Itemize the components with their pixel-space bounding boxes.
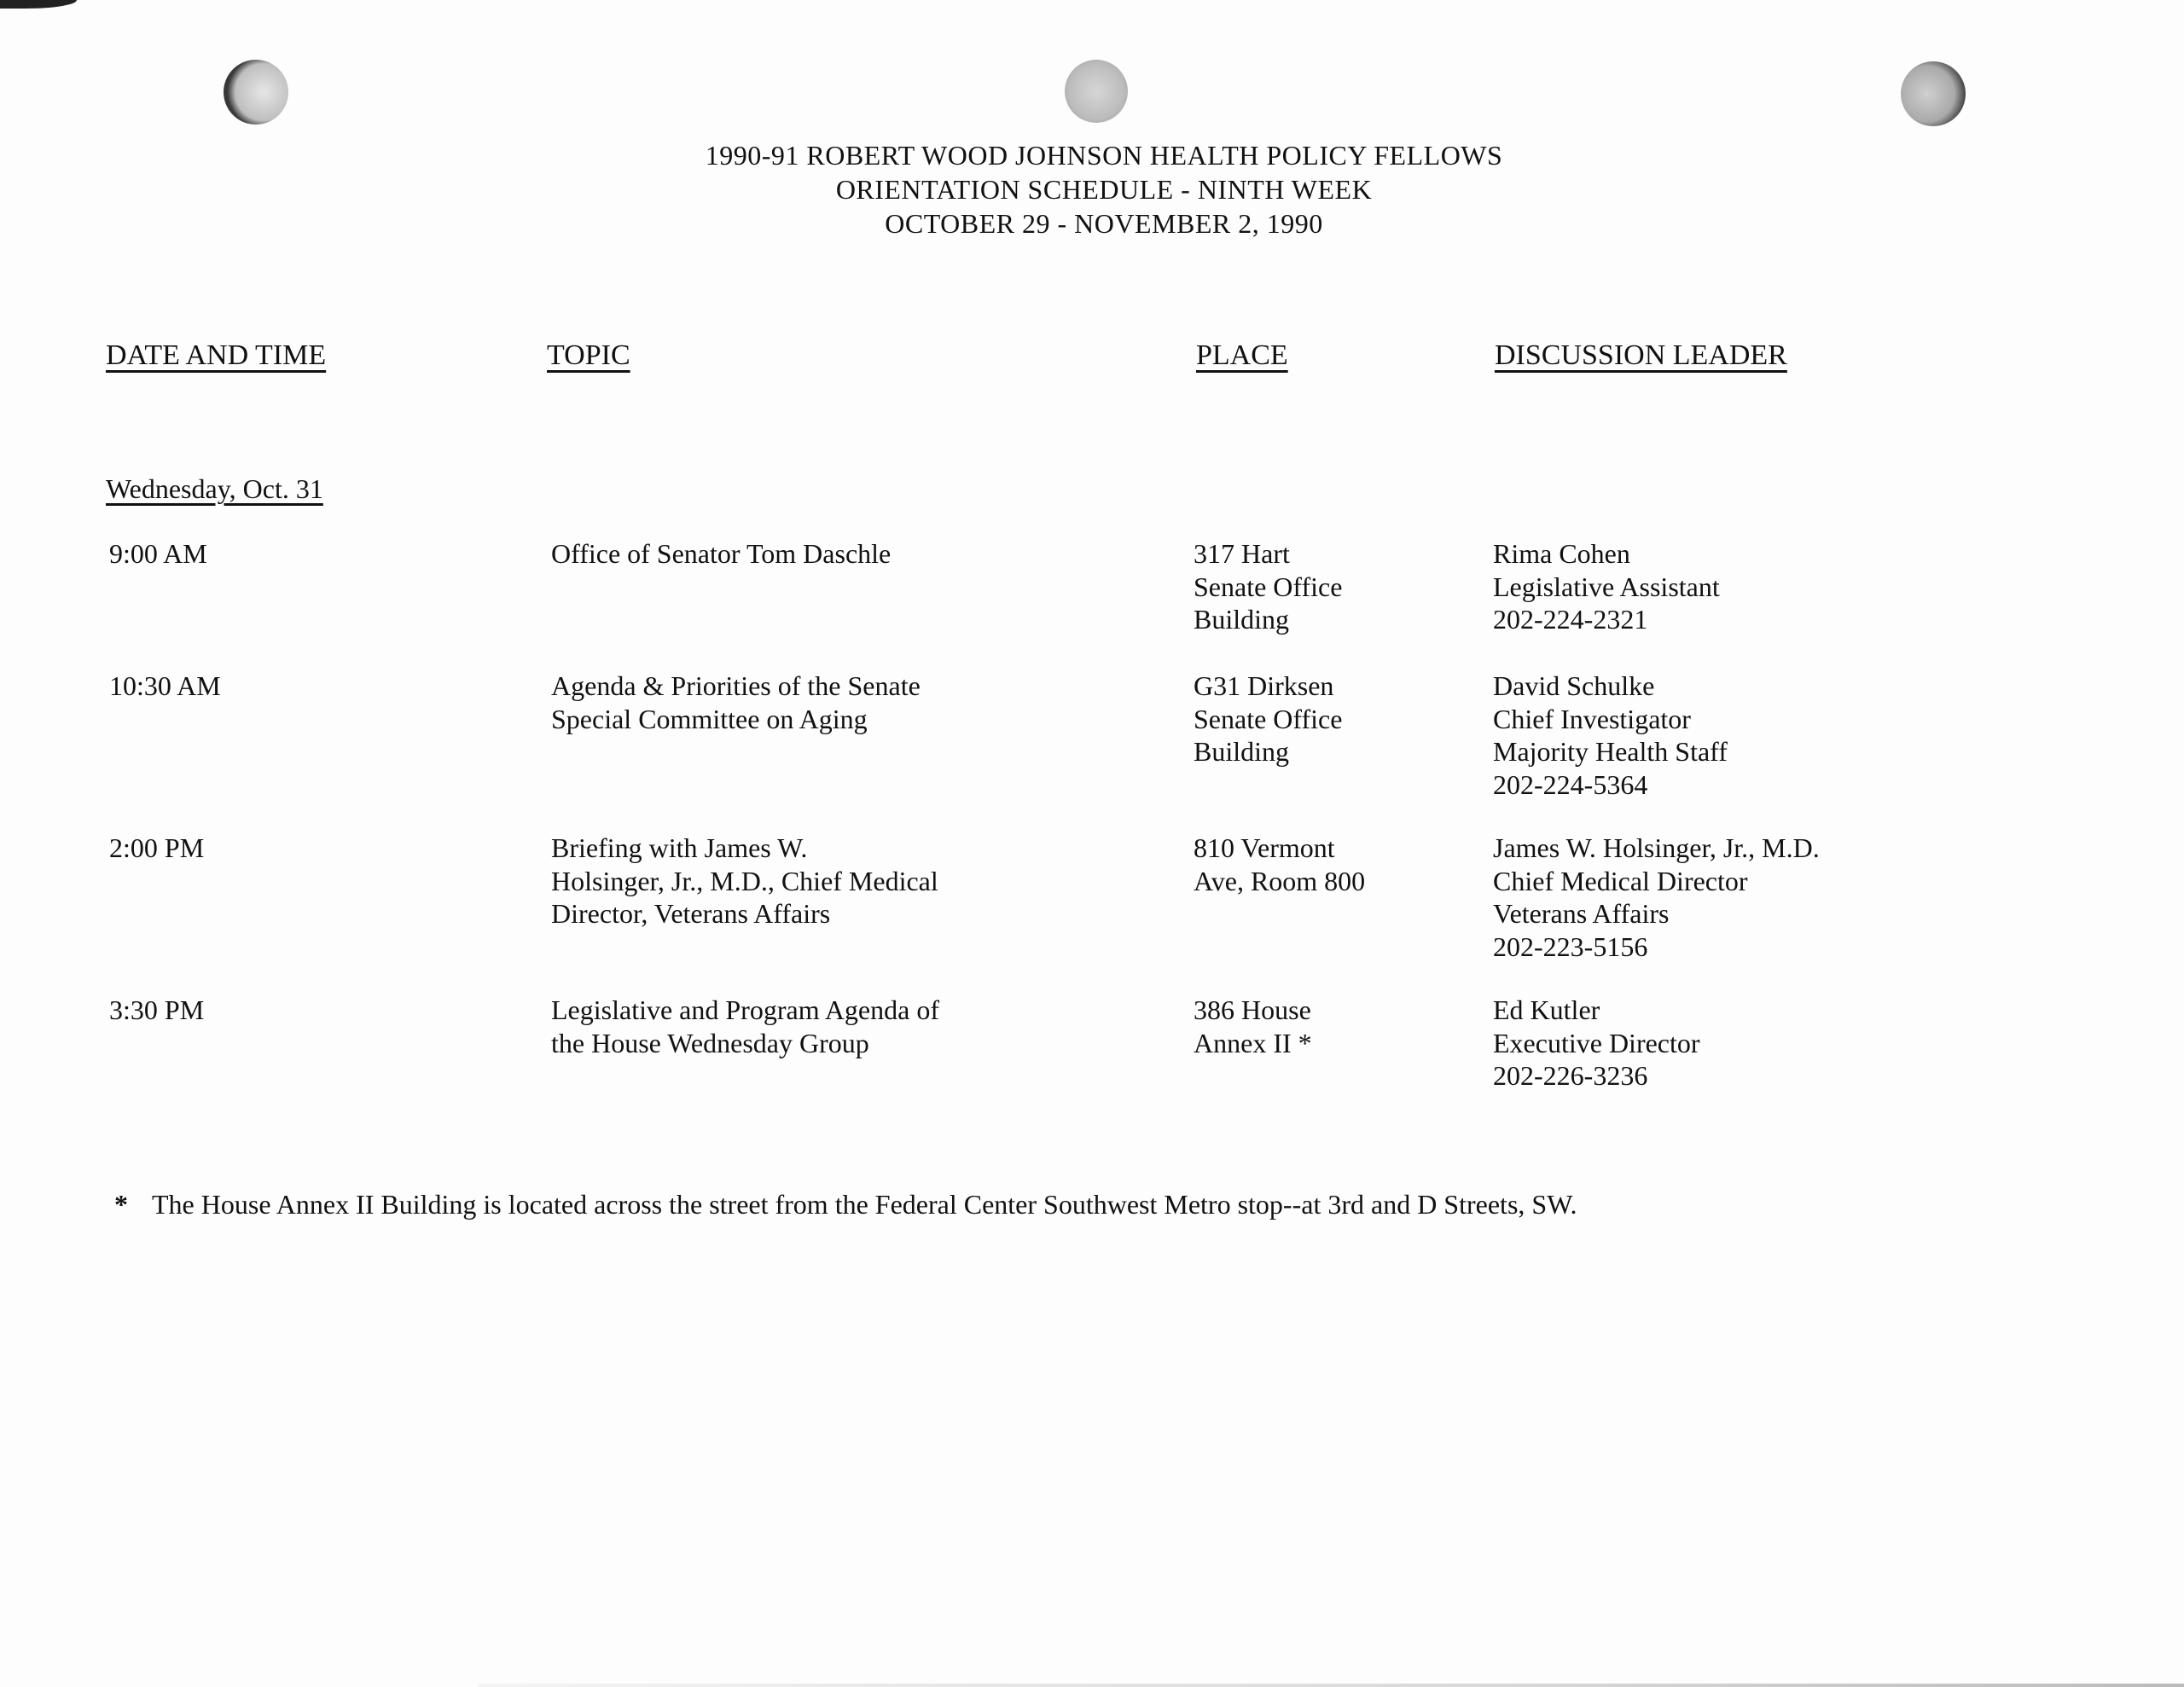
row-leader [1493, 994, 1700, 1093]
leader-line: James W. Holsinger, Jr., M.D. [1493, 832, 1820, 863]
header-title: 1990-91 ROBERT WOOD JOHNSON HEALTH POLICY FELLOWS [705, 140, 1503, 171]
row-time: 2:00 PM [109, 832, 205, 863]
leader-line: 202-224-5364 [1493, 768, 1648, 800]
topic-line: Director, Veterans Affairs [551, 898, 831, 929]
topic-line: Office of Senator Tom Daschle [551, 538, 892, 569]
leader-line: Majority Health Staff [1493, 736, 1728, 767]
leader-line: Rima Cohen [1493, 538, 1630, 569]
page-bottom-edge [478, 1684, 2184, 1687]
column-header-place: PLACE [1196, 339, 1288, 371]
footnote-text: The House Annex II Building is located across the street from the Federal Center Southwest Metro stop--at 3rd and D Streets, SW. [152, 1189, 1577, 1220]
topic-line: Agenda & Priorities of the Senate [551, 670, 921, 701]
row-topic [551, 537, 891, 571]
place-line: Annex II * [1194, 1027, 1312, 1058]
leader-line: 202-223-5156 [1493, 930, 1648, 962]
leader-line: Veterans Affairs [1493, 898, 1670, 929]
column-header-discussion-leader: DISCUSSION LEADER [1495, 339, 1787, 371]
punch-hole-left [224, 60, 288, 125]
footnote [114, 1189, 1577, 1220]
place-line: 317 Hart [1194, 538, 1290, 569]
footnote-bullet: * [114, 1189, 128, 1220]
leader-line: David Schulke [1493, 670, 1655, 701]
topic-line: Holsinger, Jr., M.D., Chief Medical [551, 865, 938, 896]
row-time: 3:30 PM [109, 994, 205, 1025]
document-header [0, 138, 2184, 241]
row-place [1194, 670, 1342, 768]
leader-line: Chief Investigator [1493, 703, 1691, 734]
row-place [1194, 994, 1312, 1059]
place-line: Senate Office [1194, 571, 1343, 602]
header-dates: OCTOBER 29 - NOVEMBER 2, 1990 [885, 208, 1323, 239]
row-place [1194, 832, 1365, 897]
topic-line: Legislative and Program Agenda of [551, 994, 939, 1025]
day-label: Wednesday, Oct. 31 [106, 473, 323, 504]
row-topic [551, 670, 921, 735]
place-line: Building [1194, 736, 1290, 767]
topic-line: Special Committee on Aging [551, 703, 868, 734]
leader-line: 202-224-2321 [1493, 604, 1648, 635]
leader-line: Chief Medical Director [1493, 865, 1748, 896]
place-line: Building [1194, 604, 1290, 635]
place-line: Ave, Room 800 [1194, 865, 1366, 896]
leader-line: Legislative Assistant [1493, 571, 1720, 602]
column-header-topic: TOPIC [547, 339, 630, 371]
row-leader [1493, 537, 1720, 636]
row-leader [1493, 832, 1820, 963]
topic-line: Briefing with James W. [551, 832, 808, 863]
leader-line: Ed Kutler [1493, 994, 1600, 1025]
row-time: 9:00 AM [109, 538, 207, 569]
row-time: 10:30 AM [109, 670, 221, 701]
leader-line: 202-226-3236 [1493, 1060, 1648, 1091]
punch-hole-right [1901, 61, 1966, 126]
column-header-date-time: DATE AND TIME [106, 339, 327, 371]
row-place [1194, 537, 1342, 636]
header-subtitle: ORIENTATION SCHEDULE - NINTH WEEK [835, 174, 1373, 205]
topic-line: the House Wednesday Group [551, 1027, 869, 1058]
row-topic [551, 832, 938, 930]
place-line: 386 House [1194, 994, 1311, 1025]
punch-hole-center [1065, 60, 1128, 123]
leader-line: Executive Director [1493, 1027, 1700, 1058]
place-line: Senate Office [1194, 703, 1343, 734]
row-leader [1493, 670, 1728, 801]
row-topic [551, 994, 939, 1059]
place-line: G31 Dirksen [1194, 670, 1334, 701]
place-line: 810 Vermont [1194, 832, 1335, 863]
page-corner-shadow [0, 0, 77, 9]
